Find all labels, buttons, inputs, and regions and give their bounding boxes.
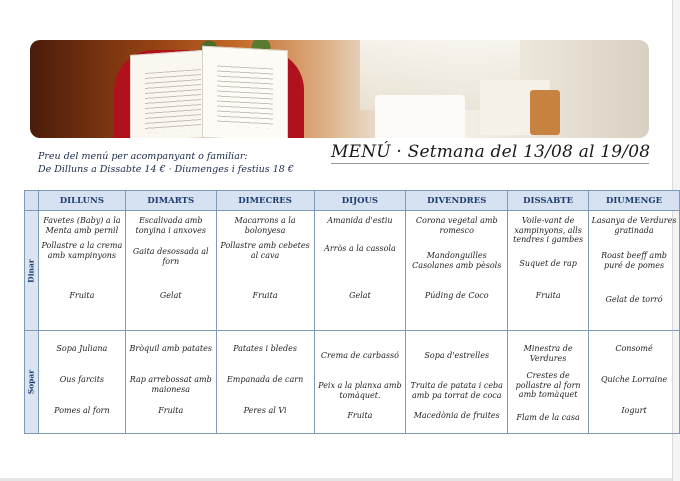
sopar-cell-dimecres (216, 331, 314, 434)
sopar-cell-dimarts (125, 331, 216, 434)
dish-item: Peix a la planxa amb tomàquet. (318, 381, 402, 400)
dish-item: Peres al Vi (243, 406, 287, 415)
dish-item: Flam de la casa (516, 413, 580, 422)
dish-item: Fruita (347, 411, 373, 420)
dinar-cell-dissabte (508, 211, 589, 331)
meal-label-sopar: Sopar (26, 369, 36, 395)
dish-item: Pomes al forn (54, 406, 110, 415)
sopar-cell-diumenge (589, 331, 680, 434)
dish-item: Sopa Juliana (56, 344, 108, 353)
meal-label-cell (25, 211, 39, 331)
dish-item: Bròquil amb patates (129, 344, 212, 353)
dish-item: Mandonguilles Casolanes amb pèsols (412, 251, 502, 270)
dish-item: Pollastre a la crema amb xampinyons (41, 241, 123, 260)
dish-item: Amanida d'estiu (327, 216, 393, 225)
day-header-diumenge: DIUMENGE (589, 191, 680, 211)
dish-item: Crema de carbassó (320, 351, 399, 360)
sopar-cell-dissabte (508, 331, 589, 434)
dish-item: Pollastre amb cebetes al cava (220, 241, 310, 260)
day-header-dilluns: DILLUNS (38, 191, 125, 211)
dish-item: Consomé (615, 344, 653, 353)
dinar-cell-dimecres (216, 211, 314, 331)
dish-item: Macarrons a la bolonyesa (234, 216, 296, 235)
dish-item: Voile-vant de xampinyons, alls tendres i gambes (513, 216, 584, 245)
dish-item: Lasanya de Verdures gratinada (591, 216, 677, 235)
day-header-dimarts: DIMARTS (125, 191, 216, 211)
price-info (38, 150, 294, 176)
title-divider (331, 163, 649, 164)
day-header-dimecres: DIMECRES (216, 191, 314, 211)
sopar-cell-dilluns (38, 331, 125, 434)
dinar-cell-divendres (406, 211, 508, 331)
meal-label-dinar: Dinar (26, 258, 36, 283)
weekly-menu-table (24, 190, 680, 434)
dish-item: Favetes (Baby) a la Menta amb pernil (43, 216, 121, 235)
dinar-cell-dimarts (125, 211, 216, 331)
dish-item: Corona vegetal amb romesco (415, 216, 498, 235)
sopar-cell-divendres (406, 331, 508, 434)
dish-item: Escalivada amb tonyina i anxoves (135, 216, 206, 235)
dish-item: Minestra de Verdures (523, 344, 573, 363)
dish-item: Arròs a la cassola (324, 244, 396, 253)
dish-item: Gelat de torró (605, 295, 663, 304)
dish-item: Empanada de carn (226, 375, 304, 384)
dish-item: Patates i bledes (233, 344, 297, 353)
dish-item: Suquet de rap (519, 259, 577, 268)
dish-item: Crestes de pollastre al forn amb tomàquet (515, 371, 581, 400)
day-header-dissabte: DISSABTE (508, 191, 589, 211)
dish-item: Truita de patata i ceba amb pa torrat de coca (410, 381, 503, 400)
price-line-2: De Dilluns a Dissabte 14 € · Diumenges i festius 18 € (38, 164, 294, 175)
dish-item: Fruita (158, 406, 184, 415)
meal-label-cell (25, 331, 39, 434)
dish-item: Roast beeff amb puré de pomes (601, 251, 667, 270)
dinar-cell-dijous (314, 211, 406, 331)
dish-item: Quiche Lorraine (600, 375, 668, 384)
corner-cell (25, 191, 39, 211)
sopar-cell-dijous (314, 331, 406, 434)
price-line-1: Preu del menú per acompanyant o familiar: (38, 151, 248, 162)
dish-item: Púding de Coco (424, 291, 489, 300)
dish-item: Fruita (69, 291, 95, 300)
dish-item: Gelat (159, 291, 182, 300)
dish-item: Ous farcits (59, 375, 105, 384)
page-title: MENÚ · Setmana del 13/08 al 19/08 (331, 142, 651, 162)
dish-item: Gelat (349, 291, 371, 300)
dish-item: Gaita desossada al forn (132, 247, 209, 266)
day-header-divendres: DIVENDRES (406, 191, 508, 211)
restaurant-banner-image (30, 40, 649, 138)
dish-item: Iogurt (621, 406, 647, 415)
dish-item: Fruita (535, 291, 561, 300)
dish-item: Rap arrebossat amb maionesa (129, 375, 212, 394)
dinar-cell-dilluns (38, 211, 125, 331)
dish-item: Fruita (252, 291, 278, 300)
dish-item: Sopa d'estrelles (424, 351, 490, 360)
dinar-cell-diumenge (589, 211, 680, 331)
dish-item: Macedònia de fruites (413, 411, 500, 420)
day-header-dijous: DIJOUS (314, 191, 406, 211)
